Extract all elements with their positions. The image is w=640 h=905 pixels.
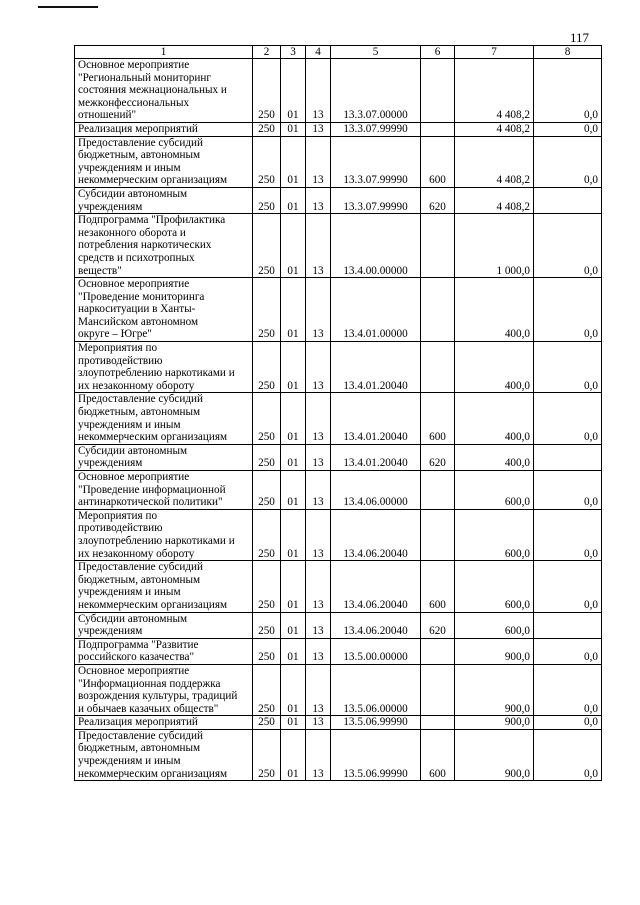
table-row <box>75 729 602 780</box>
row-name-line: Основное мероприятие <box>78 278 190 291</box>
section-cell: 01 <box>281 122 306 136</box>
row-name-line: Субсидии автономным <box>78 444 188 457</box>
target-article-cell: 13.5.06.00000 <box>331 664 421 715</box>
target-article-cell: 13.4.01.20040 <box>331 393 421 444</box>
header-row <box>75 46 602 59</box>
subvention-amount-cell: 0,0 <box>534 278 602 342</box>
row-name-line: Мероприятия по <box>78 509 158 522</box>
amount-cell: 400,0 <box>455 278 534 342</box>
section-cell: 01 <box>281 612 306 638</box>
table-row <box>75 122 602 136</box>
row-name-line: Предоставление субсидий <box>78 393 204 406</box>
admin-code-cell: 250 <box>253 471 281 510</box>
row-name <box>75 136 253 187</box>
column-header: 5 <box>331 46 421 59</box>
row-name <box>75 278 253 342</box>
expense-type-cell <box>421 122 455 136</box>
row-name-line: злоупотреблению наркотиками и <box>78 534 235 547</box>
row-name-line: бюджетным, автономным <box>78 742 201 755</box>
column-header: 6 <box>421 46 455 59</box>
row-name-line: Субсидии автономным <box>78 187 188 200</box>
target-article-cell: 13.4.06.20040 <box>331 612 421 638</box>
column-header: 2 <box>253 46 281 59</box>
amount-cell: 600,0 <box>455 509 534 560</box>
table-row <box>75 638 602 664</box>
subsection-cell: 13 <box>306 393 331 444</box>
row-name-line: средств и психотропных <box>78 251 195 264</box>
row-name <box>75 509 253 560</box>
target-article-cell: 13.4.06.20040 <box>331 509 421 560</box>
subvention-amount-cell: 0,0 <box>534 393 602 444</box>
row-name-line: учреждениям и иным <box>78 755 181 768</box>
target-article-cell: 13.3.07.99990 <box>331 122 421 136</box>
expense-type-cell: 600 <box>421 136 455 187</box>
row-name <box>75 342 253 393</box>
subsection-cell: 13 <box>306 664 331 715</box>
subsection-cell: 13 <box>306 729 331 780</box>
row-name-line: некоммерческим организациям <box>78 598 228 611</box>
table-row <box>75 59 602 123</box>
amount-cell: 4 408,2 <box>455 122 534 136</box>
row-name-line: некоммерческим организациям <box>78 431 228 444</box>
row-name-line: "Информационная поддержка <box>78 677 221 690</box>
section-cell: 01 <box>281 59 306 123</box>
budget-table <box>74 45 602 781</box>
target-article-cell: 13.5.06.99990 <box>331 716 421 730</box>
expense-type-cell: 620 <box>421 612 455 638</box>
amount-cell: 900,0 <box>455 638 534 664</box>
expense-type-cell <box>421 638 455 664</box>
admin-code-cell: 250 <box>253 716 281 730</box>
row-name-line: Предоставление субсидий <box>78 561 204 574</box>
row-name-line: учреждениям и иным <box>78 586 181 599</box>
target-article-cell: 13.4.01.20040 <box>331 342 421 393</box>
row-name-line: Субсидии автономным <box>78 612 188 625</box>
table-row <box>75 509 602 560</box>
row-name <box>75 187 253 213</box>
section-cell: 01 <box>281 393 306 444</box>
expense-type-cell <box>421 59 455 123</box>
expense-type-cell <box>421 342 455 393</box>
amount-cell: 900,0 <box>455 664 534 715</box>
table-row <box>75 471 602 510</box>
subsection-cell: 13 <box>306 59 331 123</box>
row-name-line: Мансийском автономном <box>78 315 199 328</box>
row-name-line: некоммерческим организациям <box>78 767 228 780</box>
column-header: 4 <box>306 46 331 59</box>
expense-type-cell <box>421 214 455 278</box>
section-cell: 01 <box>281 342 306 393</box>
row-name-line: округе – Югре" <box>78 328 152 341</box>
table-row <box>75 664 602 715</box>
row-name-line: и обычаев казачьих обществ" <box>78 702 219 715</box>
row-name-line: Реализация мероприятий <box>78 716 198 729</box>
expense-type-cell: 620 <box>421 444 455 470</box>
row-name-line: российского казачества" <box>78 651 195 664</box>
row-name-line: Реализация мероприятий <box>78 122 198 135</box>
section-cell: 01 <box>281 664 306 715</box>
column-header: 3 <box>281 46 306 59</box>
subsection-cell: 13 <box>306 638 331 664</box>
amount-cell: 4 408,2 <box>455 59 534 123</box>
subvention-amount-cell: 0,0 <box>534 638 602 664</box>
row-name <box>75 561 253 612</box>
column-header: 1 <box>75 46 253 59</box>
admin-code-cell: 250 <box>253 561 281 612</box>
row-name-line: наркоситуации в Ханты- <box>78 303 196 316</box>
admin-code-cell: 250 <box>253 393 281 444</box>
row-name-line: учреждениям <box>78 457 143 470</box>
section-cell: 01 <box>281 444 306 470</box>
expense-type-cell <box>421 716 455 730</box>
row-name-line: противодействию <box>78 522 163 535</box>
target-article-cell: 13.4.00.00000 <box>331 214 421 278</box>
admin-code-cell: 250 <box>253 612 281 638</box>
row-name <box>75 716 253 730</box>
top-rule <box>38 6 98 8</box>
row-name-line: учреждениям и иным <box>78 418 181 431</box>
subsection-cell: 13 <box>306 561 331 612</box>
row-name <box>75 664 253 715</box>
admin-code-cell: 250 <box>253 638 281 664</box>
row-name-line: Основное мероприятие <box>78 471 190 483</box>
admin-code-cell: 250 <box>253 214 281 278</box>
admin-code-cell: 250 <box>253 444 281 470</box>
row-name <box>75 471 253 510</box>
column-header: 8 <box>534 46 602 59</box>
amount-cell: 600,0 <box>455 612 534 638</box>
row-name-line: "Проведение мониторинга <box>78 290 205 303</box>
subvention-amount-cell: 0,0 <box>534 214 602 278</box>
table-row <box>75 612 602 638</box>
subsection-cell: 13 <box>306 471 331 510</box>
row-name <box>75 638 253 664</box>
amount-cell: 4 408,2 <box>455 136 534 187</box>
row-name-line: бюджетным, автономным <box>78 406 201 419</box>
row-name-line: веществ" <box>78 264 122 277</box>
subvention-amount-cell: 0,0 <box>534 664 602 715</box>
section-cell: 01 <box>281 716 306 730</box>
table-row <box>75 187 602 213</box>
row-name-line: злоупотреблению наркотиками и <box>78 367 235 380</box>
row-name-line: отношений" <box>78 109 137 122</box>
section-cell: 01 <box>281 214 306 278</box>
expense-type-cell <box>421 471 455 510</box>
amount-cell: 900,0 <box>455 716 534 730</box>
row-name-line: Основное мероприятие <box>78 664 190 677</box>
section-cell: 01 <box>281 729 306 780</box>
row-name <box>75 444 253 470</box>
subvention-amount-cell <box>534 187 602 213</box>
subsection-cell: 13 <box>306 444 331 470</box>
amount-cell: 400,0 <box>455 393 534 444</box>
target-article-cell: 13.4.06.20040 <box>331 561 421 612</box>
row-name-line: межконфессиональных <box>78 96 190 109</box>
subvention-amount-cell: 0,0 <box>534 561 602 612</box>
amount-cell: 4 408,2 <box>455 187 534 213</box>
subsection-cell: 13 <box>306 187 331 213</box>
row-name <box>75 612 253 638</box>
expense-type-cell <box>421 509 455 560</box>
subvention-amount-cell: 0,0 <box>534 136 602 187</box>
subvention-amount-cell: 0,0 <box>534 471 602 510</box>
subsection-cell: 13 <box>306 214 331 278</box>
amount-cell: 600,0 <box>455 471 534 510</box>
section-cell: 01 <box>281 278 306 342</box>
row-name-line: состояния межнациональных и <box>78 84 227 97</box>
target-article-cell: 13.5.06.99990 <box>331 729 421 780</box>
column-header: 7 <box>455 46 534 59</box>
table-row <box>75 561 602 612</box>
target-article-cell: 13.5.00.00000 <box>331 638 421 664</box>
subvention-amount-cell: 0,0 <box>534 729 602 780</box>
row-name-line: бюджетным, автономным <box>78 149 201 162</box>
section-cell: 01 <box>281 187 306 213</box>
target-article-cell: 13.4.01.20040 <box>331 444 421 470</box>
table-row <box>75 214 602 278</box>
row-name-line: их незаконному обороту <box>78 547 195 560</box>
row-name-line: их незаконному обороту <box>78 379 195 392</box>
row-name-line: Подпрограмма "Профилактика <box>78 214 226 227</box>
subsection-cell: 13 <box>306 122 331 136</box>
subvention-amount-cell: 0,0 <box>534 122 602 136</box>
row-name-line: учреждениям <box>78 200 143 213</box>
amount-cell: 400,0 <box>455 342 534 393</box>
table-row <box>75 278 602 342</box>
section-cell: 01 <box>281 561 306 612</box>
row-name-line: учреждениям <box>78 625 143 638</box>
row-name-line: потребления наркотических <box>78 239 212 252</box>
expense-type-cell <box>421 664 455 715</box>
admin-code-cell: 250 <box>253 664 281 715</box>
row-name-line: противодействию <box>78 354 163 367</box>
target-article-cell: 13.3.07.99990 <box>331 136 421 187</box>
target-article-cell: 13.4.01.00000 <box>331 278 421 342</box>
expense-type-cell: 620 <box>421 187 455 213</box>
row-name-line: Предоставление субсидий <box>78 729 204 742</box>
subsection-cell: 13 <box>306 509 331 560</box>
row-name-line: "Проведение информационной <box>78 483 226 496</box>
admin-code-cell: 250 <box>253 729 281 780</box>
subsection-cell: 13 <box>306 716 331 730</box>
section-cell: 01 <box>281 638 306 664</box>
row-name <box>75 729 253 780</box>
amount-cell: 600,0 <box>455 561 534 612</box>
subsection-cell: 13 <box>306 612 331 638</box>
section-cell: 01 <box>281 471 306 510</box>
table-row <box>75 716 602 730</box>
expense-type-cell: 600 <box>421 393 455 444</box>
row-name-line: незаконного оборота и <box>78 226 186 239</box>
subvention-amount-cell: 0,0 <box>534 509 602 560</box>
row-name-line: возрождения культуры, традиций <box>78 690 238 703</box>
row-name-line: некоммерческим организациям <box>78 174 228 187</box>
section-cell: 01 <box>281 136 306 187</box>
subvention-amount-cell: 0,0 <box>534 59 602 123</box>
page-number: 117 <box>570 30 590 45</box>
subsection-cell: 13 <box>306 136 331 187</box>
expense-type-cell <box>421 278 455 342</box>
row-name <box>75 122 253 136</box>
expense-type-cell: 600 <box>421 561 455 612</box>
table-row <box>75 342 602 393</box>
row-name-line: учреждениям и иным <box>78 161 181 174</box>
subsection-cell: 13 <box>306 278 331 342</box>
admin-code-cell: 250 <box>253 342 281 393</box>
subvention-amount-cell <box>534 444 602 470</box>
admin-code-cell: 250 <box>253 278 281 342</box>
target-article-cell: 13.4.06.00000 <box>331 471 421 510</box>
row-name-line: Основное мероприятие <box>78 59 190 71</box>
admin-code-cell: 250 <box>253 136 281 187</box>
admin-code-cell: 250 <box>253 509 281 560</box>
target-article-cell: 13.3.07.99990 <box>331 187 421 213</box>
row-name-line: бюджетным, автономным <box>78 573 201 586</box>
table-row <box>75 136 602 187</box>
section-cell: 01 <box>281 509 306 560</box>
amount-cell: 400,0 <box>455 444 534 470</box>
row-name <box>75 214 253 278</box>
target-article-cell: 13.3.07.00000 <box>331 59 421 123</box>
table-row <box>75 393 602 444</box>
row-name <box>75 393 253 444</box>
row-name-line: Предоставление субсидий <box>78 136 204 149</box>
expense-type-cell: 600 <box>421 729 455 780</box>
table-row <box>75 444 602 470</box>
subsection-cell: 13 <box>306 342 331 393</box>
admin-code-cell: 250 <box>253 122 281 136</box>
admin-code-cell: 250 <box>253 59 281 123</box>
row-name <box>75 59 253 123</box>
row-name-line: "Региональный мониторинг <box>78 71 211 84</box>
row-name-line: Мероприятия по <box>78 342 158 355</box>
subvention-amount-cell: 0,0 <box>534 716 602 730</box>
subvention-amount-cell: 0,0 <box>534 342 602 393</box>
row-name-line: Подпрограмма "Развитие <box>78 638 199 651</box>
amount-cell: 1 000,0 <box>455 214 534 278</box>
subvention-amount-cell <box>534 612 602 638</box>
admin-code-cell: 250 <box>253 187 281 213</box>
row-name-line: антинаркотической политики" <box>78 496 223 509</box>
amount-cell: 900,0 <box>455 729 534 780</box>
